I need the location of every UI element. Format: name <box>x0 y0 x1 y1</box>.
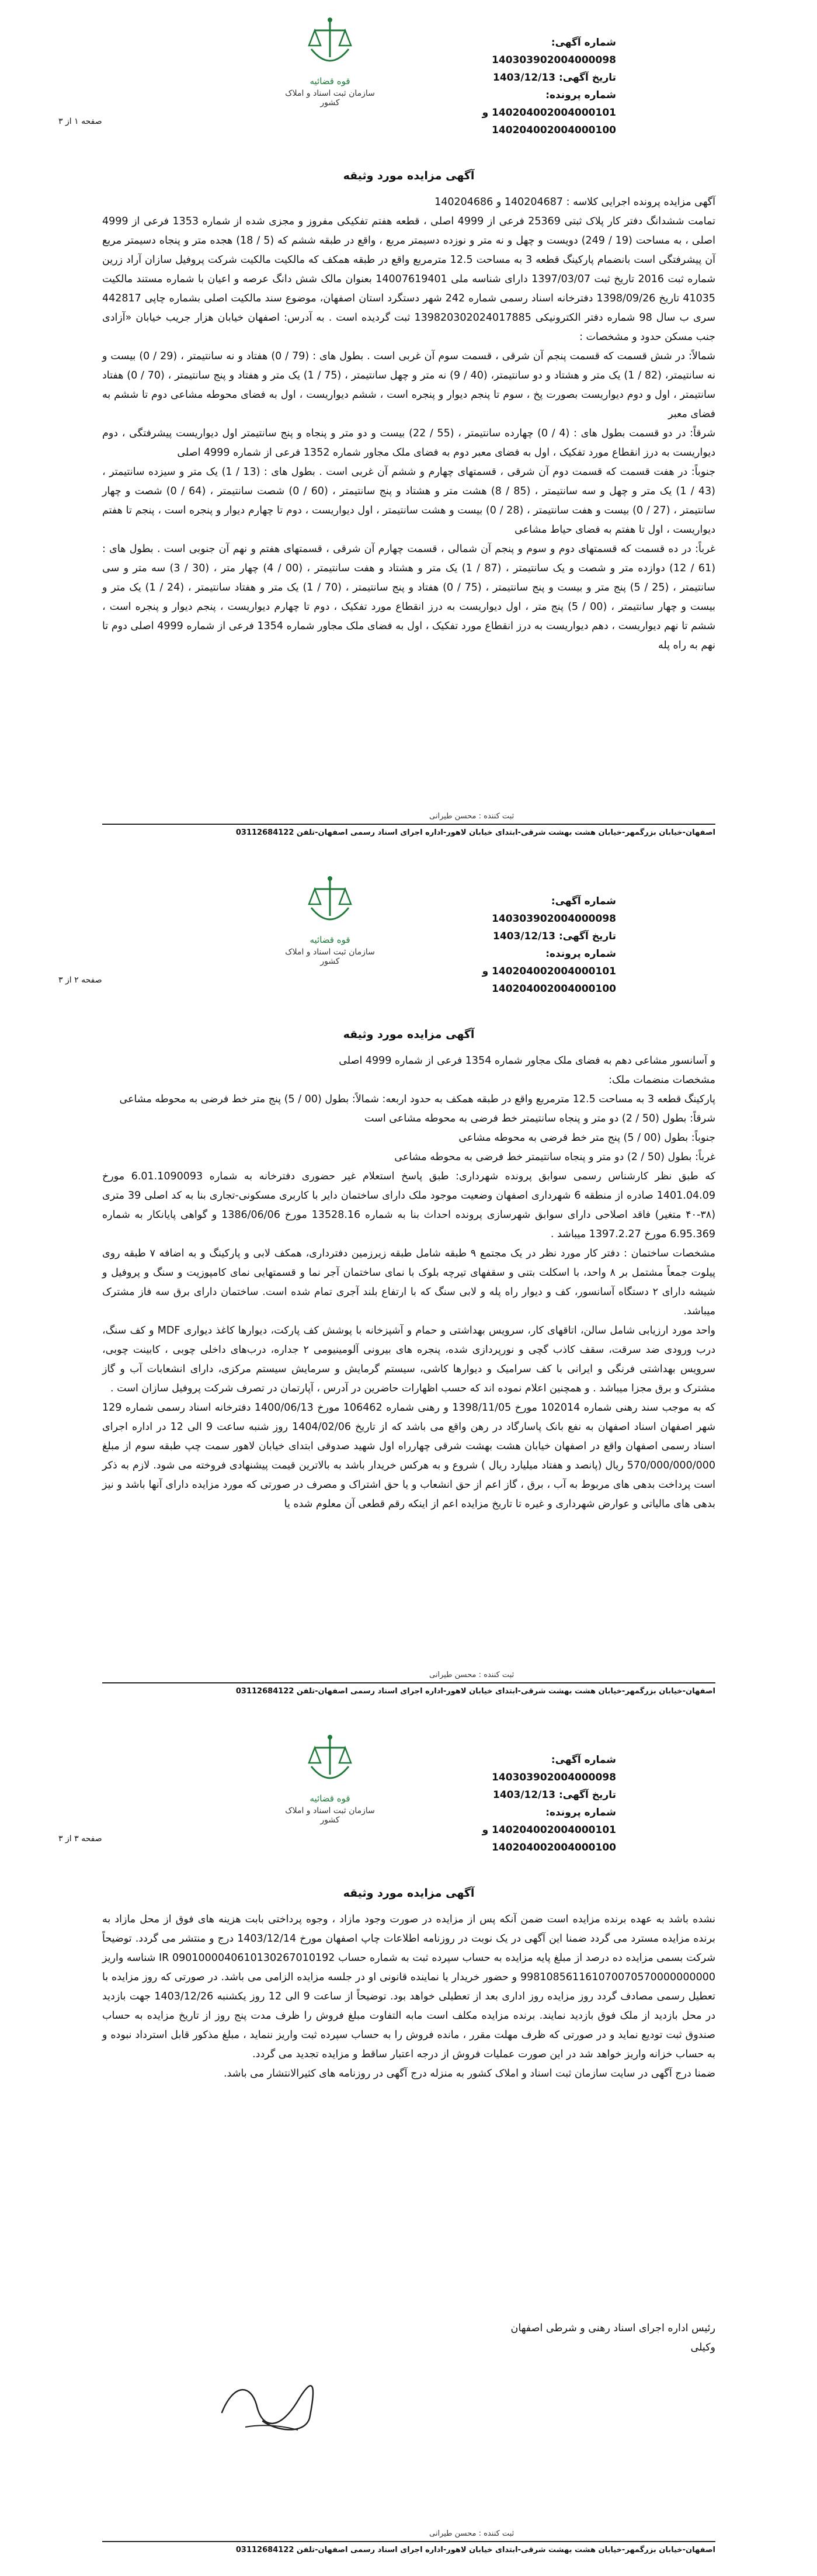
ad-number: 140303902004000098 <box>492 54 616 66</box>
document-title: آگهی مزایده مورد وثیقه <box>343 169 475 182</box>
paragraph: آگهی مزایده پرونده اجرایی کلاسه : 140204687 و 140204686 <box>434 196 715 208</box>
organization-name: سازمان ثبت اسناد و املاک کشور <box>285 1806 375 1825</box>
scales-emblem-icon <box>307 1734 353 1792</box>
ad-number-label: شماره آگهی: <box>551 1754 616 1766</box>
signature-icon <box>210 2372 327 2442</box>
case-number-2: 140204002004000100 <box>492 983 616 995</box>
ad-date: 1403/12/13 <box>492 1789 556 1801</box>
paragraph: غرباً: بطول (50 / 2) دو متر و پنجاه سانتیمتر خط فرضی به محوطه مشاعی <box>394 1151 715 1163</box>
case-label: شماره پرونده: <box>545 1807 616 1818</box>
closing-name: وکیلی <box>690 2342 715 2353</box>
judiciary-emblem <box>274 1734 385 1825</box>
case-number-1: 140204002004000101 و <box>482 966 616 977</box>
ad-date-label: تاریخ آگهی: <box>558 72 616 84</box>
case-number-2: 140204002004000100 <box>492 1842 616 1853</box>
paragraph: جنوباً: در هفت قسمت که قسمت دوم آن شرقی ، قسمتهای چهارم و ششم آن غربی است . بطول های : (13 / 1) یک متر و سیزده سانتیمتر ، (43 / 1) یک متر و چهل و سه سانتیمتر ، (85 / 8) هشت متر و هشتاد و پنج سانتیمتر ، (60 / 0) شصت سانتیمتر ، (64 / 0) شصت و چهار سانتیمتر ، (27 / 0) بیست و هفت سانتیمتر ، (28 / 0) بیست و هشت سانتیمتر ، اول دیواریست ، دوم تا چهارم دیوار و پنجره است ، پنجم تا هفتم دیواریست ، اول تا هفتم به فضای حیاط مشاعی <box>102 466 715 536</box>
emblem-motto: قوه قضائیه <box>310 76 350 86</box>
paragraph: شرقاً: در دو قسمت بطول های : (4 / 0) چهارده سانتیمتر ، (55 / 22) بیست و دو متر و پنجاه و پنج سانتیمتر اول دیواریست پیشرفتگی ، دوم دیواریست به درز انقطاع مورد تفکیک ، اول به فضای معبر دوم به فضای ملک مجاور شماره 1352 فرعی از شماره 4999 اصلی <box>102 428 715 459</box>
paragraph: که طبق نظر کارشناس رسمی سوابق پرونده شهرداری: طبق پاسخ استعلام غیر حضوری دفترخانه به شماره 6.01.1090093 مورخ 1401.04.09 صادره از منطقه 6 شهرداری اصفهان وضعیت موجود ملک دارای ساختمان دایر با کاربری مسکونی-تجاری بنا به کد اصلی 39 متری (۳۸-۴۰ متغیر) فاقد اصلاحی دارای سوابق شهرسازی پرونده احداث بنا به شماره 13528.16 مورخ 1386/06/06 و گواهی پایانکار به شماره 6.95.369 مورخ 1397.2.27 میباشد . <box>102 1171 716 1240</box>
closing-block <box>102 2319 715 2358</box>
ad-number-row <box>429 34 616 69</box>
organization-name: سازمان ثبت اسناد و املاک کشور <box>285 947 375 966</box>
case-label: شماره پرونده: <box>545 948 616 960</box>
ad-meta <box>429 893 616 998</box>
document-title: آگهی مزایده مورد وثیقه <box>343 1028 475 1041</box>
closing-office: رئیس اداره اجرای اسناد رهنی و شرطی اصفهان <box>510 2322 715 2334</box>
ad-number-label: شماره آگهی: <box>551 895 616 907</box>
paragraph: ضمنا درج آگهی در سایت سازمان ثبت اسناد و املاک کشور به منزله درج آگهی در روزنامه های کثیرالانتشار می باشد. <box>223 2068 715 2079</box>
document-page-3 <box>0 1717 817 2576</box>
page-footer: اصفهان-خیابان بزرگمهر-خیابان هشت بهشت شرقی-ابتدای خیابان لاهور-اداره اجرای اسناد رسمی اصفهان-تلفن 03112684122 <box>102 2541 715 2554</box>
ad-meta <box>429 1751 616 1856</box>
registrar-line: ثبت کننده : محسن طیرانی <box>429 1671 514 1679</box>
paragraph: مشخصات ساختمان : دفتر کار مورد نظر در یک مجتمع ۹ طبقه شامل طبقه زیرزمین دفترداری، همکف لابی و پارکینگ و به اضافه ۷ طبقه روی پیلوت جمعاً مشتمل بر ۸ واحد، با اسکلت بتنی و سقفهای تیرچه بلوک با نمای ساختمان آجر نما و قسمتهایی نمای کامپوزیت و سنگ و پروفیل و شیشه دارای ۲ دستگاه آسانسور، کف و دیوار راه پله و لابی سنگ که با ارتفاع بلند آجری تمام شده است. ساختمان دارای برق سه فاز مشترک میباشد. <box>102 1248 716 1317</box>
paragraph: مشخصات منضمات ملک: <box>609 1074 715 1086</box>
organization-name: سازمان ثبت اسناد و املاک کشور <box>285 89 375 107</box>
ad-date-label: تاریخ آگهی: <box>558 931 616 942</box>
paragraph: غرباً: در ده قسمت که قسمتهای دوم و سوم و پنجم آن شمالی ، قسمت چهارم آن شرقی ، قسمتهای هفتم و نهم آن جنوبی است . بطول های : (61 / 12) دوازده متر و شصت و یک سانتیمتر ، (87 / 1) یک متر و هشتاد و هفت سانتیمتر ، (00 / 4) چهار متر ، (30 / 3) سه متر و سی سانتیمتر ، (25 / 5) پنج متر و بیست و پنج سانتیمتر ، (75 / 0) هفتاد و پنج سانتیمتر ، (70 / 1) یک متر و هفتاد سانتیمتر ، (24 / 1) یک متر و بیست و چهار سانتیمتر ، (00 / 5) پنج متر ، اول دیواریست به درز انقطاع مورد تفکیک ، دوم تا چهارم دیواریست ، پنجم دیوار و پنجره است ، ششم تا نهم دیواریست ، دهم دیواریست به درز انقطاع مورد تفکیک ، اول به فضای ملک مجاور شماره 1354 فرعی از شماره 4999 اصلی دوم تا نهم به راه پله <box>102 543 716 651</box>
handwritten-signature <box>210 2372 327 2444</box>
case-number-2: 140204002004000100 <box>492 124 616 136</box>
ad-date-row <box>429 928 616 945</box>
document-title: آگهی مزایده مورد وثیقه <box>343 1887 475 1900</box>
scales-emblem-icon <box>307 16 353 75</box>
paragraph: جنوباً: بطول (00 / 5) پنج متر خط فرضی به محوطه مشاعی <box>458 1132 715 1144</box>
paragraph: واحد مورد ارزیابی شامل سالن، اتاقهای کار، سرویس بهداشتی و حمام و آشپزخانه با پوشش کف پارکت، دیوارها کاغذ دیواری MDF و کف سنگ، درب ورودی ضد سرقت، سقف کاذب گچی و نورپردازی شده، پنجره های بیرونی آلومینیومی ۲ جداره، درب‌های داخلی چوبی ، کابینت چوبی، سرویس بهداشتی فرنگی و ایرانی با کف سرامیک و دیوارها کاشی، سیستم گرمایش و سرمایش سیستم مرکزی، دارای انشعابات آب و گاز مشترک و برق مجزا میباشد . و همچنین اعلام نموده اند که حسب اظهارات حاضرین در آدرس ، آپارتمان در تصرف شرکت پروفیل سازان است . <box>102 1325 716 1394</box>
document-body <box>102 1910 715 2084</box>
case-number-1: 140204002004000101 و <box>482 1824 616 1836</box>
emblem-motto: قوه قضائیه <box>310 935 350 945</box>
scales-emblem-icon <box>307 875 353 933</box>
judiciary-emblem <box>274 875 385 966</box>
registrar-line: ثبت کننده : محسن طیرانی <box>429 2529 514 2538</box>
paragraph: که به موجب سند رهنی شماره 102014 مورخ 1398/11/05 و رهنی شماره 106462 مورخ 1400/06/13 دفترخانه اسناد رسمی شماره 129 شهر اصفهان اسناد اصفهان به نفع بانک پاسارگاد در رهن واقع می باشد که از تاریخ 1404/02/06 روز شنبه ساعت 9 الی 12 در اداره اجرای اسناد رسمی اصفهان واقع در اصفهان خیابان هشت بهشت شرقی چهارراه اول شهید صدوقی ابتدای خیابان لاهور سمت چپ طبقه سوم از مبلغ 570/000/000/000 ریال (پانصد و هفتاد میلیارد ریال ) شروع و به هرکس خریدار باشد به بالاترین قیمت پیشنهادی فروخته می شود. لازم به ذکر است پرداخت بدهی های مربوط به آب ، برق ، گاز اعم از حق انشعاب و یا حق اشتراک و مصرف در صورتی که مورد مزایده دارای آنها باشد و نیز بدهی های مالیاتی و عوارض شهرداری و غیره تا تاریخ مزایده اعم از اینکه رقم قطعی آن معلوم شده یا <box>102 1402 715 1510</box>
ad-number-label: شماره آگهی: <box>551 37 616 48</box>
ad-number-row <box>429 893 616 928</box>
case-number-row <box>429 1804 616 1839</box>
page-number: صفحه ۳ از ۳ <box>58 1834 102 1844</box>
case-label: شماره پرونده: <box>545 89 616 101</box>
page-footer: اصفهان-خیابان بزرگمهر-خیابان هشت بهشت شرقی-ابتدای خیابان لاهور-اداره اجرای اسناد رسمی اصفهان-تلفن 03112684122 <box>102 1682 715 1696</box>
document-body <box>102 193 715 655</box>
paragraph: نشده باشد به عهده برنده مزایده است ضمن آنکه پس از مزایده در صورت وجود مازاد ، وجوه پرداختی بابت هزینه های فوق از محل مازاد به برنده مزایده مسترد می گردد ضمنا این آگهی در یک نوبت در روزنامه اطلاعات چاپ اصفهان مورخ 1403/12/14 درج و منتشر می گردد. توضیحاً شرکت بسمی مزایده ده درصد از مبلغ پایه مزایده به حساب سپرده ثبت به شماره حساب IR 0901000040610130267010192 شناسه واریز 998108561161070070570000000000 و حضور خریدار یا نماینده قانونی او در جلسه مزایده الزامی می باشد. در صورتی که روز مزایده با تعطیل رسمی مصادف گردد روز مزایده روز اداری بعد از تعطیلی خواهد بود. توضیحاً از ساعت 9 الی 12 روز یکشنبه 1403/12/26 جهت بازدید در محل بازدید از ملک فوق بازدید نمایند. برنده مزایده مکلف است مابه التفاوت مبلغ فروش را ظرف مدت پنج روز از تاریخ مزایده به حساب صندوق ثبت تودیع نماید و در صورتی که ظرف مهلت مقرر ، مانده فروش را به حساب سپرده ثبت واریز ننماید ، مبلغ مذکور قابل استرداد نبوده و به حساب خزانه واریز خواهد شد در این صورت عملیات فروش از درجه اعتبار ساقط و مزایده تجدید می گردد. <box>102 1914 716 2060</box>
emblem-motto: قوه قضائیه <box>310 1793 350 1804</box>
document-body <box>102 1051 715 1514</box>
paragraph: تمامت ششدانگ دفتر کار پلاک ثبتی 25369 فرعی از 4999 اصلی ، قطعه هفتم تفکیکی مفروز و مجزی شده از شماره 1353 فرعی از 4999 اصلی ، به مساحت (19 / 249) دویست و چهل و نه متر و نوزده دسیمتر مربع ، واقع در طبقه ششم که (5 / 18) هجده متر و پنجاه دسیمتر مربع آن پیشرفتگی است بانضمام پارکینگ قطعه 3 به مساحت 12.5 مترمربع واقع در طبقه همکف که مالکیت مالکیت شرکت پروفیل سازان آراد زرین شماره ثبت 2016 تاریخ ثبت 1397/03/07 دارای شناسه ملی 14007619401 بعنوان مالک شش دانگ عرصه و اعیان با شماره مستند مالکیت 41035 تاریخ 1398/09/26 دفترخانه اسناد رسمی شماره 242 شهر دستگرد استان اصفهان، موضوع سند مالکیت اصلی بشماره چاپی 442817 سری ب سال 98 شماره دفتر الکترونیکی 139820302024017885 ثبت گردیده است . به آدرس: اصفهان خیابان هزار جریب خیابان «آزادی جنب مسکن حدود و مشخصات : <box>102 216 715 343</box>
paragraph: و آسانسور مشاعی دهم به فضای ملک مجاور شماره 1354 فرعی از شماره 4999 اصلی <box>339 1055 715 1067</box>
case-number-row <box>429 86 616 121</box>
page-footer: اصفهان-خیابان بزرگمهر-خیابان هشت بهشت شرقی-ابتدای خیابان لاهور-اداره اجرای اسناد رسمی اصفهان-تلفن 03112684122 <box>102 824 715 837</box>
ad-date: 1403/12/13 <box>492 931 556 942</box>
case-number-1: 140204002004000101 و <box>482 107 616 119</box>
ad-number: 140303902004000098 <box>492 913 616 925</box>
paragraph: شمالاً: در شش قسمت که قسمت پنجم آن شرقی ، قسمت سوم آن غربی است . بطول های : (79 / 0) هفتاد و نه سانتیمتر ، (29 / 0) بیست و نه سانتیمتر، (82 / 1) یک متر و هشتاد و دو سانتیمتر، (40 / 9) نه متر و چهل سانتیمتر ، (75 / 1) یک متر و هفتاد و پنج سانتیمتر ، (70 / 0) هفتاد سانتیمتر ، اول و دوم دیواریست بصورت پخ ، سوم تا پنجم دیوار و پنجره است ، ششم دیواریست ، اول به فضای محوطه مشاعی دوم تا ششم به فضای معبر <box>102 350 715 420</box>
page-number: صفحه ۲ از ۳ <box>58 975 102 985</box>
ad-number-row <box>429 1751 616 1786</box>
registrar-line: ثبت کننده : محسن طیرانی <box>429 812 514 821</box>
case-number-row <box>429 945 616 980</box>
ad-date-label: تاریخ آگهی: <box>558 1789 616 1801</box>
ad-date-row <box>429 69 616 86</box>
ad-number: 140303902004000098 <box>492 1772 616 1783</box>
document-page-1 <box>0 0 817 859</box>
paragraph: پارکینگ قطعه 3 به مساحت 12.5 مترمربع واقع در طبقه همکف به حدود اربعه: شمالاً: بطول (00 / 5) پنج متر خط فرضی به محوطه مشاعی <box>119 1093 715 1105</box>
judiciary-emblem <box>274 16 385 107</box>
ad-date: 1403/12/13 <box>492 72 556 84</box>
ad-date-row <box>429 1786 616 1804</box>
document-page-2 <box>0 859 817 1717</box>
page-number: صفحه ۱ از ۳ <box>58 117 102 126</box>
paragraph: شرقاً: بطول (50 / 2) دو متر و پنجاه سانتیمتر خط فرضی به محوطه مشاعی است <box>364 1113 715 1124</box>
ad-meta <box>429 34 616 139</box>
